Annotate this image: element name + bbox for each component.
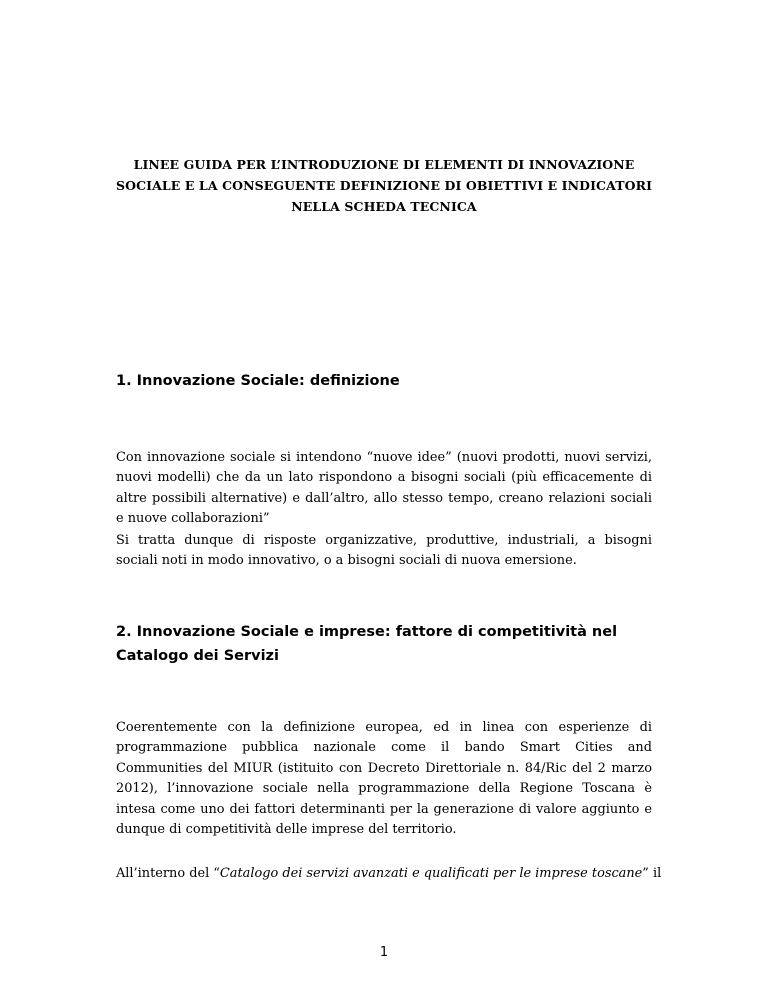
text-line: intesa come uno dei fattori determinanti per la generazione di valore aggiunto e xyxy=(116,801,652,817)
page-number: 1 xyxy=(379,945,389,960)
section-1-heading: 1. Innovazione Sociale: definizione xyxy=(116,373,400,389)
text-line: dunque di competitività delle imprese del territorio. xyxy=(116,822,457,838)
title-line: SOCIALE E LA CONSEGUENTE DEFINIZIONE DI OBIETTIVI E INDICATORI xyxy=(115,178,653,193)
text-line: Con innovazione sociale si intendono “nuove idee” (nuovi prodotti, nuovi servizi, xyxy=(116,450,652,465)
title-line: LINEE GUIDA PER L’INTRODUZIONE DI ELEMENTI DI INNOVAZIONE xyxy=(133,157,635,172)
document-title xyxy=(100,154,668,217)
section-1-paragraph-1 xyxy=(116,448,652,530)
text-line: nuovi modelli) che da un lato rispondono a bisogni sociali (più efficacemente di xyxy=(116,470,652,486)
text-line: 2012), l’innovazione sociale nella programmazione della Regione Toscana è xyxy=(116,781,652,797)
section-2-heading: 2. Innovazione Sociale e imprese: fattore di competitività nel Catalogo dei Servizi xyxy=(116,624,618,664)
section-2-paragraph-1 xyxy=(116,718,652,840)
text-run: All’interno del “ xyxy=(116,866,220,881)
text-run: ” il xyxy=(642,866,662,881)
text-line xyxy=(116,864,662,884)
text-line: Si tratta dunque di risposte organizzative, produttive, industriali, a bisogni xyxy=(116,533,652,548)
title-line: NELLA SCHEDA TECNICA xyxy=(291,199,477,214)
text-line: altre possibili alternative) e dall’altro, allo stesso tempo, creano relazioni sociali xyxy=(116,490,652,506)
text-line: sociali noti in modo innovativo, o a bisogni sociali di nuova emersione. xyxy=(116,553,577,569)
text-line: e nuove collaborazioni” xyxy=(116,511,270,527)
text-line: Communities del MIUR (istituito con Decreto Direttoriale n. 84/Ric del 2 marzo xyxy=(116,760,652,776)
text-line: Coerentemente con la definizione europea, ed in linea con esperienze di xyxy=(116,720,652,735)
section-2-paragraph-2 xyxy=(116,864,662,884)
section-1-paragraph-2 xyxy=(116,531,652,572)
catalog-title: Catalogo dei servizi avanzati e qualificati per le imprese toscane xyxy=(219,866,643,881)
text-line: programmazione pubblica nazionale come il bando Smart Cities and xyxy=(116,740,652,756)
